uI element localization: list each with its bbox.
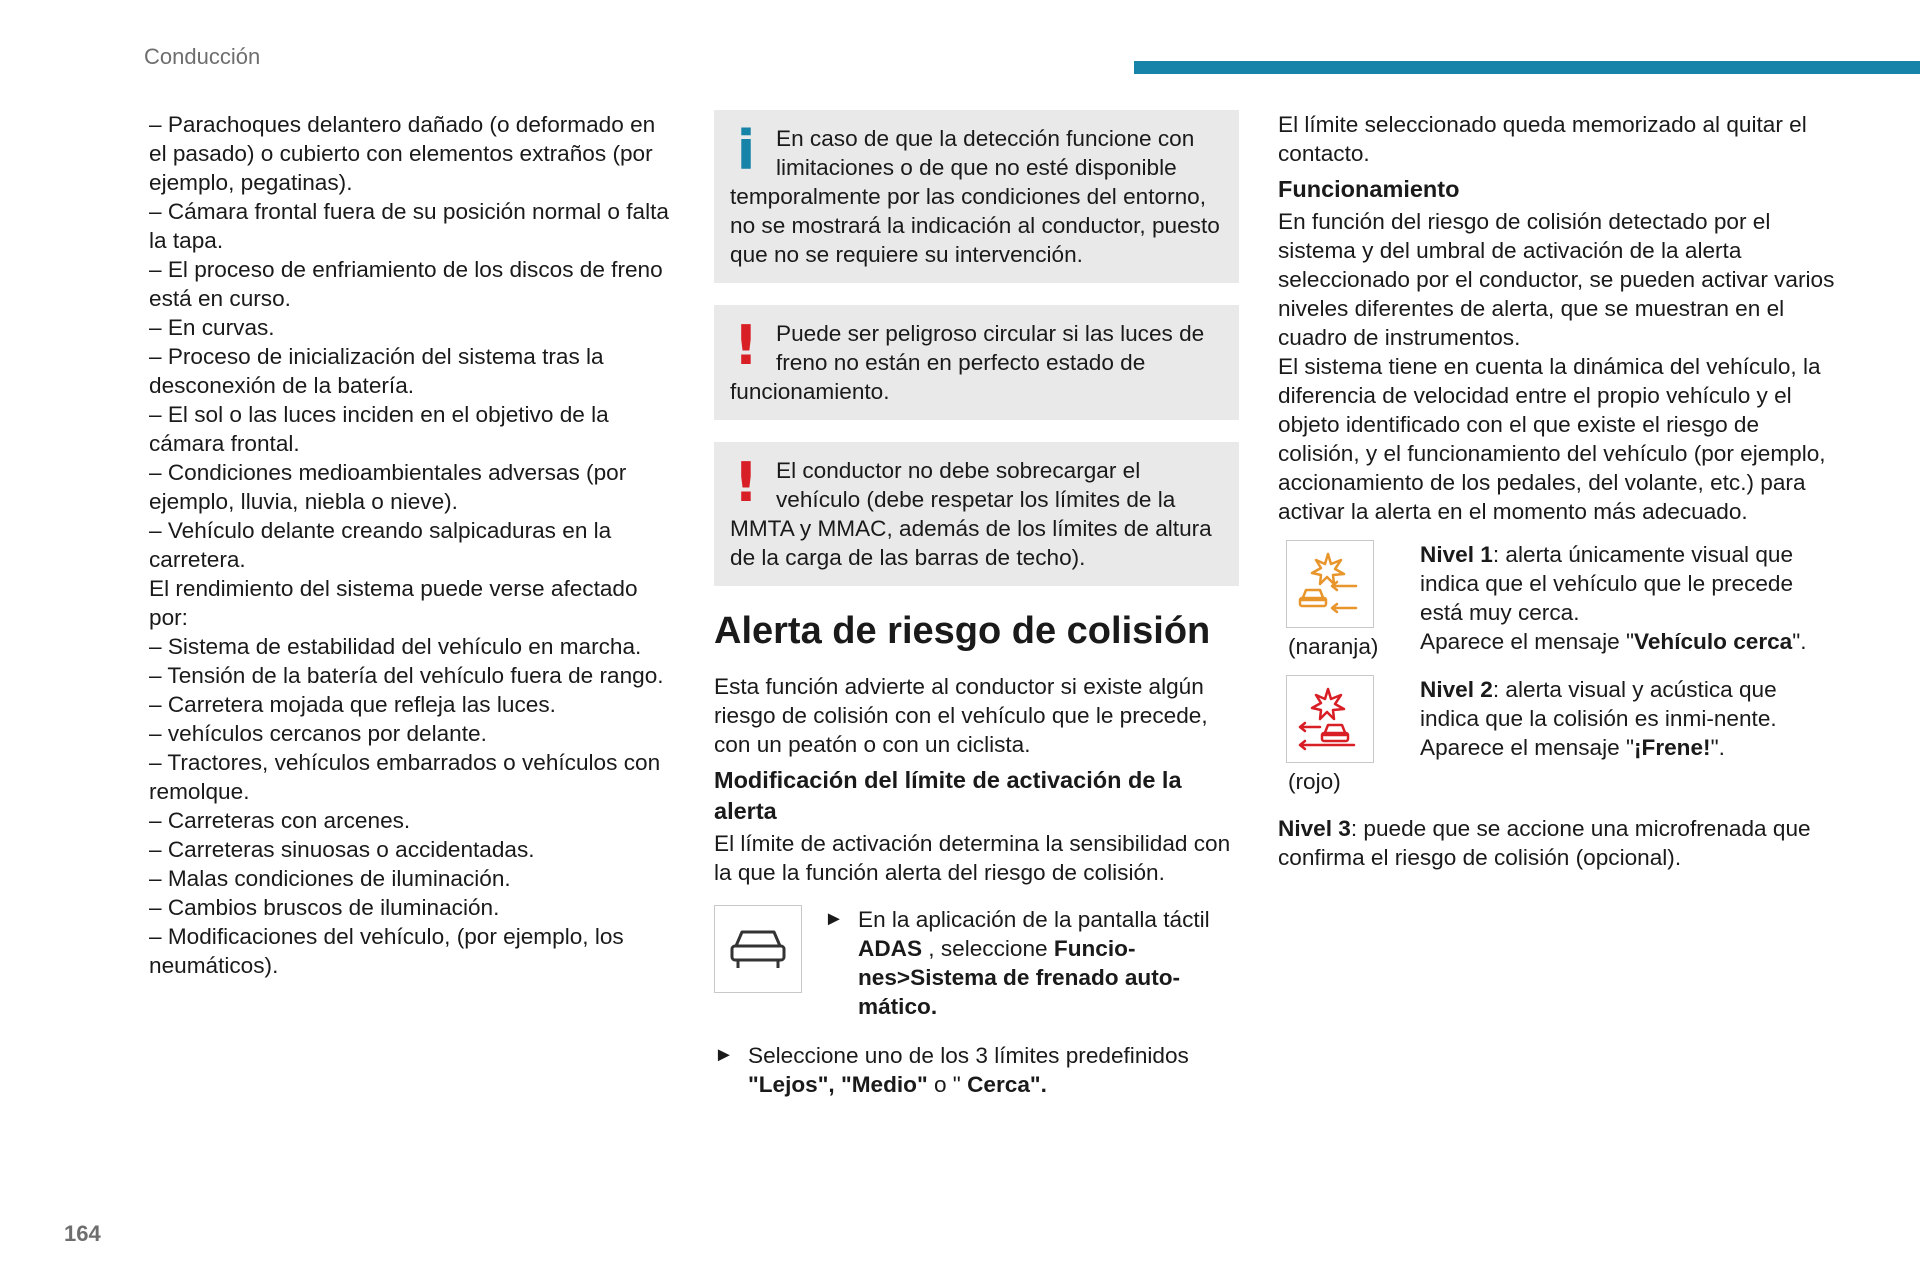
list-item: – Parachoques delantero dañado (o deformado en el pasado) o cubierto con elementos extraños (por ejemplo, pegatinas). [149,112,656,195]
bullet-arrow-icon: ► [824,908,844,930]
paragraph: El sistema tiene en cuenta la dinámica del vehículo, la diferencia de velocidad entre el propio vehículo y el objeto identificado con el que existe el riesgo de colisión, y el funcionamiento del vehículo (por ejemplo, accionamiento de los pedales, del volante, etc.) para activar la alerta en el momento más adecuado. [1278,354,1826,524]
bullet-arrow-icon: ► [714,1044,734,1066]
adas-app-label: ADAS [858,936,923,961]
paragraph: El límite seleccionado queda memorizado al quitar el contacto. [1278,112,1807,166]
option-lejos-medio: "Lejos", "Medio" [748,1072,928,1097]
info-icon: i [736,119,756,182]
list-item: – Carreteras sinuosas o accidentadas. [149,837,535,862]
alert-level-1: (naranja) Nivel 1: alerta únicamente visual que indica que el vehículo que le precede está muy cerca. Aparece el mensaje "Vehículo cerca". [1288,542,1807,659]
paragraph: En función del riesgo de colisión detectado por el sistema y del umbral de activación de la alerta seleccionado por el conductor, se pueden activar varios niveles diferentes de alerta, que se muestran en el cuadro de instrumentos. [1278,209,1835,350]
level-color-caption: (naranja) [1288,634,1379,659]
header-accent-bar [1134,61,1920,74]
column-right [1278,110,1838,872]
instruction-step: ► En la aplicación de la pantalla táctil ADAS , seleccione Funcio-nes>Sistema de frenado auto-mático. [824,907,1210,1019]
list-item: – Tensión de la batería del vehículo fuera de rango. [149,663,664,688]
level-color-caption: (rojo) [1288,769,1341,794]
list-item: – Sistema de estabilidad del vehículo en marcha. [149,634,642,659]
level-label: Nivel 1 [1420,542,1493,567]
level-label: Nivel 2 [1420,677,1493,702]
subheading: Funcionamiento [1278,176,1460,202]
list-item: – Carretera mojada que refleja las luces. [149,692,556,717]
list-item: – Cambios bruscos de iluminación. [149,895,500,920]
warning-note-text: Puede ser peligroso circular si las luces de freno no están en perfecto estado de funcionamiento. [730,321,1205,404]
menu-path: Funcio-nes>Sistema de frenado auto-mático. [858,936,1181,1019]
list-item: – En curvas. [149,315,275,340]
paragraph: El rendimiento del sistema puede verse afectado por: [149,576,638,630]
list-item: – Modificaciones del vehículo, (por ejemplo, los neumáticos). [149,924,624,978]
info-note-text: En caso de que la detección funcione con limitaciones o de que no esté disponible temporalmente por las condiciones del entorno, no se mostrará la indicación al conductor, puesto que no se requiere su intervención. [730,126,1220,267]
list-item: – El proceso de enfriamiento de los discos de freno está en curso. [149,257,663,311]
list-item: – Vehículo delante creando salpicaduras en la carretera. [149,518,612,572]
list-item: – Condiciones medioambientales adversas (por ejemplo, lluvia, niebla o nieve). [149,460,627,514]
list-item: – Cámara frontal fuera de su posición normal o falta la tapa. [149,199,669,253]
warning-icon: ! [733,314,759,377]
alert-message: Vehículo cerca [1634,629,1793,654]
column-left [149,110,679,980]
list-item: – Carreteras con arcenes. [149,808,411,833]
alert-level-2: (rojo) Nivel 2: alerta visual y acústica que indica que la colisión es inmi-nente. Aparece el mensaje "¡Frene!". [1288,677,1777,794]
info-note [714,110,1239,283]
column-middle [714,110,1239,1099]
list-item: – vehículos cercanos por delante. [149,721,487,746]
alert-message: ¡Frene! [1634,735,1711,760]
alert-level-3: Nivel 3: puede que se accione una microfrenada que confirma el riesgo de colisión (opcional). [1278,816,1811,870]
section-title: Alerta de riesgo de colisión [714,610,1211,652]
paragraph: El límite de activación determina la sensibilidad con la que la función alerta del riesgo de colisión. [714,831,1231,885]
collision-alert-orange-icon [1286,540,1374,628]
warning-note-text: El conductor no debe sobrecargar el vehículo (debe respetar los límites de la MMTA y MMAC, además de los límites de altura de la carga de las barras de techo). [730,458,1212,570]
list-item: – Tractores, vehículos embarrados o vehículos con remolque. [149,750,661,804]
option-cerca: Cerca". [967,1072,1047,1097]
page-number: 164 [64,1221,101,1246]
list-item: – Malas condiciones de iluminación. [149,866,511,891]
section-header: Conducción [144,44,261,69]
subheading: Modificación del límite de activación de la alerta [714,767,1182,824]
instruction-step: ► Seleccione uno de los 3 límites predefinidos "Lejos", "Medio" o " Cerca". [714,1043,1189,1097]
level-label: Nivel 3 [1278,816,1351,841]
car-adas-icon [714,905,802,993]
adas-instruction [714,905,1239,1021]
list-item: – Proceso de inicialización del sistema tras la desconexión de la batería. [149,344,604,398]
list-item: – El sol o las luces inciden en el objetivo de la cámara frontal. [149,402,609,456]
warning-icon: ! [733,451,759,514]
warning-note [714,305,1239,420]
collision-alert-red-icon [1286,675,1374,763]
warning-note [714,442,1239,586]
intro-paragraph: Esta función advierte al conductor si existe algún riesgo de colisión con el vehículo que le precede, con un peatón o con un ciclista. [714,674,1208,757]
